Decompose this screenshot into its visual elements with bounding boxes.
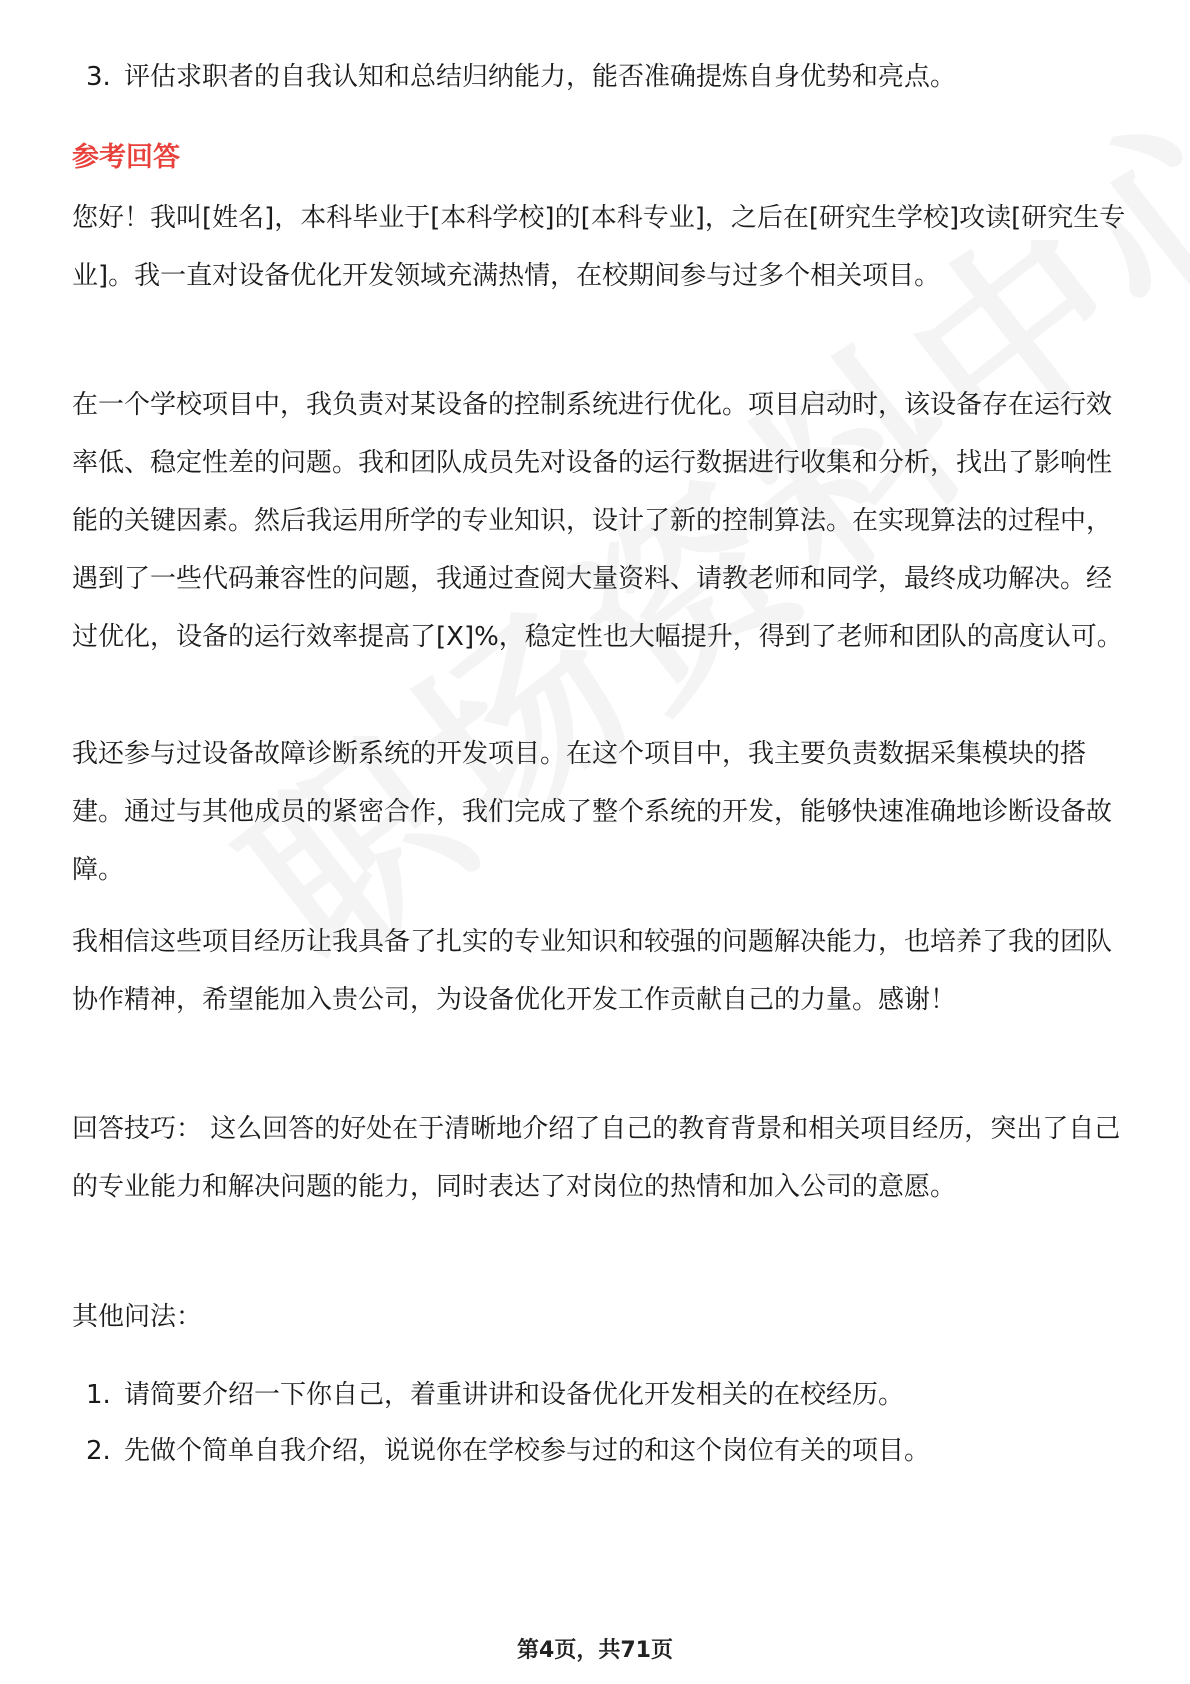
other-questions-label: 其他问法： <box>72 1302 203 1332</box>
answer-heading: 参考回答 <box>72 142 180 173</box>
paragraph-tips: 回答技巧： 这么回答的好处在于清晰地介绍了自己的教育背景和相关项目经历，突出了自己的专业能力和解决问题的能力，同时表达了对岗位的热情和加入公司的意愿。 <box>72 1114 1121 1202</box>
paragraph-project-1: 在一个学校项目中，我负责对某设备的控制系统进行优化。项目启动时，该设备存在运行效率低、稳定性差的问题。我和团队成员先对设备的运行数据进行收集和分析，找出了影响性能的关键因素。然后我运用所学的专业知识，设计了新的控制算法。在实现算法的过程中，遇到了一些代码兼容性的问题，我通过查阅大量资料、请教老师和同学，最终成功解决。经过优化，设备的运行效率提高了[X]%，稳定性也大幅提升，得到了老师和团队的高度认可。 <box>72 390 1123 652</box>
list-text: 请简要介绍一下你自己，着重讲讲和设备优化开发相关的在校经历。 <box>124 1380 905 1410</box>
paragraph-closing: 我相信这些项目经历让我具备了扎实的专业知识和较强的问题解决能力，也培养了我的团队协作精神，希望能加入贵公司，为设备优化开发工作贡献自己的力量。感谢！ <box>72 927 1113 1015</box>
paragraph-intro: 您好！我叫[姓名]，本科毕业于[本科学校]的[本科专业]，之后在[研究生学校]攻读[研究生专业]。我一直对设备优化开发领域充满热情，在校期间参与过多个相关项目。 <box>72 203 1126 291</box>
list-number: 3. <box>86 62 111 92</box>
paragraph-project-2: 我还参与过设备故障诊断系统的开发项目。在这个项目中，我主要负责数据采集模块的搭建。通过与其他成员的紧密合作，我们完成了整个系统的开发，能够快速准确地诊断设备故障。 <box>72 739 1113 885</box>
list-number: 2. <box>86 1436 111 1466</box>
list-text: 评估求职者的自我认知和总结归纳能力，能否准确提炼自身优势和亮点。 <box>124 62 957 92</box>
list-item <box>86 60 956 94</box>
list-text: 先做个简单自我介绍，说说你在学校参与过的和这个岗位有关的项目。 <box>124 1436 931 1466</box>
list-number: 1. <box>86 1380 111 1410</box>
page-footer: 第4页，共71页 <box>517 1638 673 1663</box>
list-item <box>86 1434 930 1468</box>
list-item <box>86 1378 904 1412</box>
